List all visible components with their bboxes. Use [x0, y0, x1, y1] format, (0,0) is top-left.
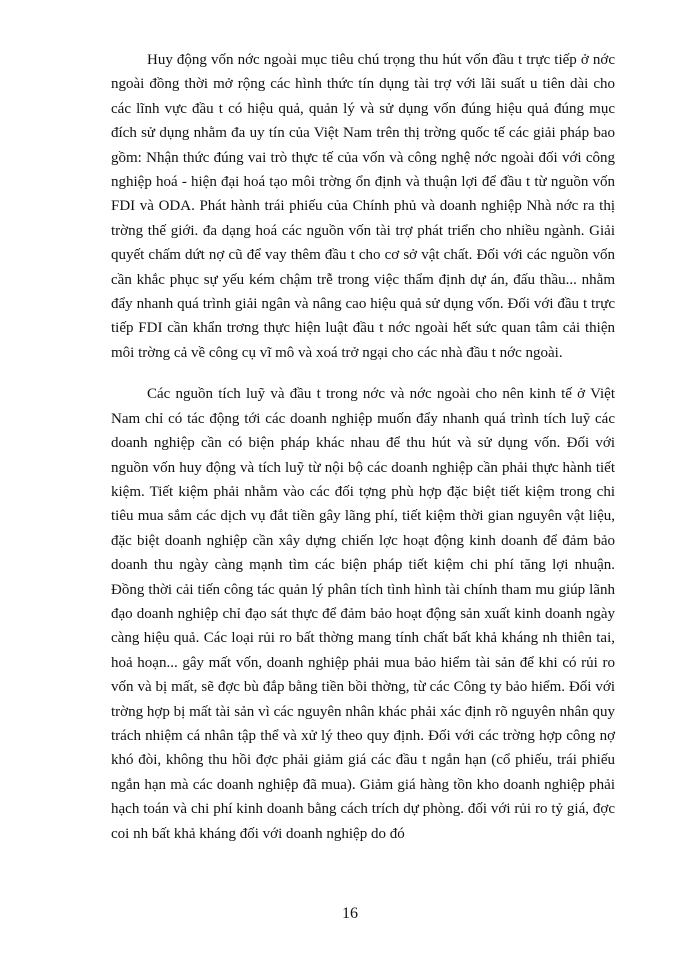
- page-number: 16: [342, 905, 358, 922]
- body-paragraph-1: Huy động vốn nớc ngoài mục tiêu chú trọng thu hút vốn đầu t trực tiếp ở nớc ngoài đồng thời mở rộng các hình thức tín dụng tài trợ với lãi suất u tiên dài cho các lĩnh vực đầu t có hiệu quả, quản lý và sử dụng vốn đúng hiệu quả đúng mục đích sử dụng nhằm đa uy tín của Việt Nam trên thị trờng quốc tế các giải pháp bao gồm: Nhận thức đúng vai trò thực tế của vốn và công nghệ nớc ngoài đối với công nghiệp hoá - hiện đại hoá tạo môi trờng ổn định và thuận lợi để đầu t từ nguồn vốn FDI và ODA. Phát hành trái phiếu của Chính phủ và doanh nghiệp Nhà nớc ra thị trờng thế giới. đa dạng hoá các nguồn vốn tài trợ phát triển cho nhiều ngành. Giải quyết chấm dứt nợ cũ để vay thêm đầu t cho cơ sở vật chất. Đối với các nguồn vốn cần khắc phục sự yếu kém chậm trễ trong việc thẩm định dự án, đấu thầu... nhằm đẩy nhanh quá trình giải ngân và nâng cao hiệu quả sử dụng vốn. Đối với đầu t trực tiếp FDI cần khẩn trơng thực hiện luật đầu t nớc ngoài hết sức quan tâm cải thiện môi trờng cả về công cụ vĩ mô và xoá trở ngại cho các nhà đầu t nớc ngoài.: [111, 52, 615, 361]
- body-paragraph-2: Các nguồn tích luỹ và đầu t trong nớc và nớc ngoài cho nên kinh tế ở Việt Nam chỉ có tác động tới các doanh nghiệp muốn đẩy nhanh quá trình tích luỹ các doanh nghiệp cần có biện pháp khác nhau để thu hút và sử dụng vốn. Đối với nguồn vốn huy động và tích luỹ từ nội bộ các doanh nghiệp cần phải thực hành tiết kiệm. Tiết kiệm phải nhằm vào các đối tợng phù hợp đặc biệt tiết kiệm trong chi tiêu mua sắm các dịch vụ đắt tiền gây lãng phí, tiết kiệm thời gian nguyên vật liệu, đặc biệt doanh nghiệp cần xây dựng chiến lợc hoạt động kinh doanh để đảm bảo doanh thu ngày càng mạnh tìm các biện pháp tiết kiệm chi phí tăng lợi nhuận. Đồng thời cải tiến công tác quản lý phân tích tình hình tài chính tham mu giúp lãnh đạo doanh nghiệp chỉ đạo sát thực để đảm bảo hoạt động sản xuất kinh doanh ngày càng hiệu quả. Các loại rủi ro bất thờng mang tính chất bất khả kháng nh thiên tai, hoả hoạn... gây mất vốn, doanh nghiệp phải mua bảo hiểm tài sản để khi có rủi ro vốn và bị mất, sẽ đợc bù đắp bằng tiền bồi thờng, từ các Công ty bảo hiểm. Đối với trờng hợp bị mất tài sản vì các nguyên nhân khác phải xác định rõ nguyên nhân quy trách nhiệm cá nhân tập thể và xử lý theo quy định. Đối với các trờng hợp công nợ khó đòi, không thu hồi đợc phải giảm giá các đầu t ngắn hạn (cổ phiếu, trái phiếu ngắn hạn mà các doanh nghiệp đã mua). Giảm giá hàng tồn kho doanh nghiệp phải hạch toán và chi phí kinh doanh bằng cách trích dự phòng. đối với rủi ro tỷ giá, đợc coi nh bất khả kháng đối với doanh nghiệp do đó: [111, 386, 615, 842]
